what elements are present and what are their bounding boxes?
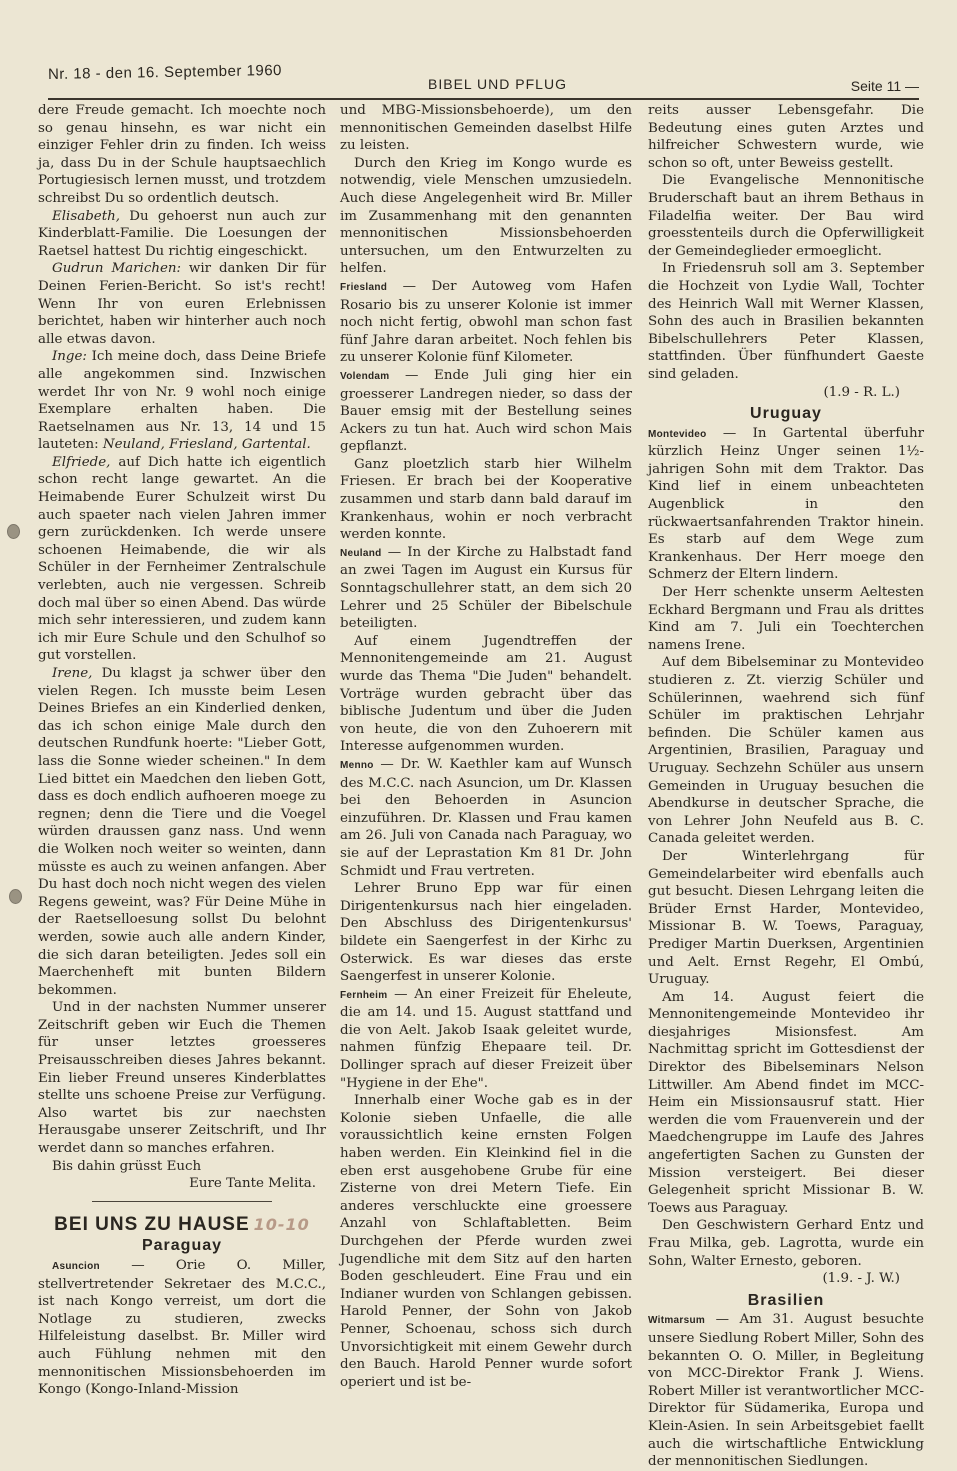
addressee: Elisabeth, <box>52 208 120 224</box>
paragraph-text: auf Dich hatte ich eigentlich schon recht lange gewartet. An die Heimabende Eurer Schulzeit wirst Du auch spaeter nach vielen Jahren immer gern zurückdenken. Ich werde unsere schoenen Heimabende, die wir als Schüler in der Fernheimer Zentralschule verlebten, auch nie vergessen. Schreib doch mal über so einen Abend. Das würde mich sehr interessieren, und zudem kann ich mir Eure Schule und den Schulhof so gut vorstellen. <box>38 454 326 664</box>
paragraph <box>340 278 632 367</box>
region-title: Brasilien <box>747 1291 825 1309</box>
paragraph-text: wir danken Dir für Deinen Ferien-Bericht. So ist's recht! Wenn Ihr von euren Erlebnissen berichtet, haben wir hinterher auch noch alle etwas davon. <box>38 261 326 347</box>
paragraph: Auf einem Jugendtreffen der Mennonitengemeinde am 21. August wurde das Thema "Die Juden" behandelt. Vorträge wurden gebracht über das biblische Judentum und über die Juden von heute, die von den Zuhoerern mit Interesse aufgenommen wurden. <box>340 633 632 755</box>
punch-hole <box>7 524 20 539</box>
paragraph <box>648 425 924 584</box>
region-title: Uruguay <box>750 405 822 423</box>
paragraph <box>340 544 632 633</box>
paragraph: dere Freude gemacht. Ich moechte noch so genau hinsehn, es war nicht ein einziger Fehler drin zu finden. Ich weiss ja, dass Du in der Schule hauptsaechlich Portugiesisch lernen musst, und trotzdem schreibst Du so ordentlich deutsch. <box>38 103 326 206</box>
paragraph-text: — An einer Freizeit für Eheleute, die am 14. und 15. August stattfand und die von Aelt. Jakob Isaak geleitet wurde, nahmen fünfzig Ehepaare teil. Dr. Dollinger sprach auf dieser Freizeit über "Hygiene in der Ehe". <box>340 986 632 1091</box>
section-title <box>38 1213 326 1235</box>
paragraph: Ganz ploetzlich starb hier Wilhelm Friesen. Er brach bei der Kooperative zusammen und starb dann bald darauf im Krankenhaus, wohin er noch verbracht werden konnte. <box>340 456 632 543</box>
paragraph: Und in der nachsten Nummer unserer Zeitschrift geben wir Euch die Themen für unser letztes groesseres Preisausschreiben dieses Jahres bekannt. Ein lieber Freund unseres Kinderblattes stellte uns schoene Preise zur Verfügung. Also wartet bis zur naechsten Herausgabe unserer Zeitschrift, und Ihr werdet dann so manches erfahren. <box>38 1000 326 1157</box>
paragraph <box>340 367 632 456</box>
punch-hole <box>9 889 22 904</box>
paragraph: Am 14. August feiert die Mennonitengemeinde Montevideo ihr diesjahriges Misionsfest. Am Nachmittag spricht im Gottesdienst der Direktor des Bibelseminars Nelson Littwiller. Am Abend findet im MCC-Heim ein Missionsausruf statt. Hier werden die vom Frauenverein und der Maedchengruppe im Laufe des Jahres angefertigten Sachen zu Gunsten der Mission versteigert. Bei dieser Gelegenheit spricht Missionar B. W. Toews aus Paraguay. <box>648 989 924 1216</box>
divider <box>92 1201 272 1202</box>
paragraph: Der Winterlehrgang für Gemeindelarbeiter wird ebenfalls auch gut besucht. Diesen Lehrgang leiten die Brüder Ernst Harder, Montevideo, Missionar B. W. Toews, Paraguay, Prediger Martin Duerksen, Argentinien und Aelt. Ernst Regehr, El Ombú, Uruguay. <box>648 848 924 988</box>
column-middle <box>340 102 632 1392</box>
place-name: Friesland <box>340 281 388 293</box>
paragraph: In Friedensruh soll am 3. September die Hochzeit von Lydie Wall, Tochter des Heinrich Wall mit Werner Klassen, Sohn des auch in Brasilien bekannten Bibelschullehrers Peter Klassen, stattfinden. Über fünfhundert Gaeste sind geladen. <box>648 261 924 382</box>
paragraph <box>38 260 326 348</box>
paragraph: Der Herr schenkte unserm Aeltesten Eckhard Bergmann und Frau als drittes Kind am 7. Juli ein Toechterchen namens Irene. <box>648 585 924 653</box>
paragraph: Durch den Krieg im Kongo wurde es notwendig, viele Menschen umzusiedeln. Auch diese Angelegenheit wird Br. Miller im Zusammenhang mit den genannten mennonitischen Missionsbehoerden untersuchen, um den Entwurzelten zu helfen. <box>340 155 632 277</box>
column-left <box>38 102 326 1398</box>
page-number: Seite 11 — <box>850 78 919 94</box>
paragraph: Den Geschwistern Gerhard Entz und Frau Milka, geb. Lagrotta, wurde ein Sohn, Walter Ernesto, geboren. <box>648 1218 924 1269</box>
paragraph: Die Evangelische Mennonitische Bruderschaft baut an ihrem Bethaus in Filadelfia weiter. Der Bau wird groesstenteils durch die Opferwilligkeit der Gemeindeglieder ermoeglicht. <box>648 173 924 259</box>
issue-date: Nr. 18 - den 16. September 1960 <box>47 61 283 83</box>
region-title: Paraguay <box>141 1237 223 1255</box>
paragraph: reits ausser Lebensgefahr. Die Bedeutung eines guten Arztes und hilfreicher Schwestern wurde, wie schon so oft, unter Beweiss gestellt. <box>648 103 924 171</box>
place-name: Witmarsum <box>648 1315 706 1327</box>
column-right <box>648 102 924 1470</box>
paragraph <box>38 665 326 999</box>
handwritten-note: 10-10 <box>253 1214 310 1234</box>
paragraph-text: Du klagst ja schwer über den vielen Regen. Ich musste beim Lesen Deines Briefes an ein Kinderlied denken, das ich schon einige Male durch den deutschen Rundfunk hoerte: "Lieber Gott, lass die Sonne wieder scheinen." In dem Lied bittet ein Maedchen den lieben Gott, dass es doch endlich aufhoeren moege zu regnen; denn die Tiere und die Voegel würden draussen ganz nass. Und wenn die Wolken noch weiter so weinten, dann müsste es auch zu weinen anfangen. Aber Du hast doch noch nicht wegen des vielen Regens geweint, was? Für Deine Mühe in der Raetselloesung sollst Du belohnt werden, sowie auch alle andern Kinder, die sich daran beteiligten. Jedes soll ein Maerchenheft mit bunten Bildern bekommen. <box>38 666 326 998</box>
author-credit: (1.9. - J. W.) <box>822 1271 900 1287</box>
section-title-text: BEI UNS ZU HAUSE <box>54 1213 250 1235</box>
paragraph <box>38 454 326 665</box>
paragraph: Innerhalb einer Woche gab es in der Kolonie sieben Unfaelle, die alle voraussichtlich keine ernsten Folgen haben werden. Ein Kleinkind fiel in die eben erst ausgehobene Grube für eine Zisterne von drei Metern Tiefe. Ein anderes verschluckte eine groessere Anzahl von Schlaftabletten. Beim Durchgehen der Pferde wurden zwei Jugendliche mit dem Sitz auf den harten Boden geschleudert. Eine Frau und ein Indianer wurden von Schlangen gebissen. Harold Penner, der Sohn von Jakob Penner, Schoenau, schoss sich durch Unvorsichtigkeit mit einem Gewehr durch den Bauch. Harold Penner wurde sofort operiert und ist be- <box>340 1093 632 1390</box>
place-name: Neuland <box>340 547 382 559</box>
paragraph <box>340 986 632 1093</box>
author-credit: (1.9 - R. L.) <box>823 384 900 400</box>
paragraph <box>38 208 326 261</box>
paragraph-text: — Der Autoweg vom Hafen Rosario bis zu unserer Kolonie ist immer noch nicht fertig, obwohl man schon fast fünf Jahre daran arbeitet. Noch fehlen bis zu unserer Kolonie fünf Kilometer. <box>340 278 632 366</box>
paragraph <box>38 1257 326 1399</box>
puzzle-answers: Neuland, Friesland, Gartental. <box>102 437 311 453</box>
paragraph-text: Ich meine doch, dass Deine Briefe alle angekommen sind. Inzwischen werdet Ihr von Nr. 9 wohl noch einige Exemplare erhalten haben. Die Raetselnamen aus Nr. 13, 14 und 15 lauteten: <box>38 349 326 453</box>
greeting: Bis dahin grüsst Euch <box>52 1158 202 1174</box>
publication-title: BIBEL UND PFLUG <box>428 76 567 92</box>
paragraph <box>340 756 632 880</box>
place-name: Menno <box>340 759 374 771</box>
paragraph-text: — Dr. W. Kaethler kam auf Wunsch des M.C.C. nach Asuncion, um Dr. Klassen bei den Behoerden in Asuncion einzuführen. Dr. Klassen und Frau kamen am 26. Juli von Canada nach Paraguay, wo sie auf der Leprastation Km 81 Dr. John Schmidt und Frau vertreten. <box>340 756 632 879</box>
addressee: Irene, <box>52 666 93 681</box>
paragraph: und MBG-Missionsbehoerde), um den mennonitischen Gemeinden daselbst Hilfe zu leisten. <box>340 103 632 154</box>
paragraph-text: Du gehoerst nun auch zur Kinderblatt-Familie. Die Loesungen der Raetsel hattest Du richtig eingeschickt. <box>38 208 326 259</box>
paragraph-text: — Am 31. August besuchte unsere Siedlung Robert Miller, Sohn des bekannten O. O. Miller, in Begleitung von MCC-Direktor Frank J. Wiens. Robert Miller ist verantwortlicher MCC-Direktor für Südamerika, Europa und Klein-Asien. In sein Arbeitsgebiet faellt auch die wirtschaftliche Entwicklung der mennonitischen Siedlungen. <box>648 1312 924 1470</box>
place-name: Volendam <box>340 370 390 382</box>
place-name: Montevideo <box>648 428 707 440</box>
paragraph <box>648 1311 924 1470</box>
signature: Eure Tante Melita. <box>189 1176 316 1192</box>
addressee: Gudrun Marichen: <box>52 261 182 277</box>
page-header <box>48 58 919 100</box>
paragraph-text: — In der Kirche zu Halbstadt fand an zwei Tagen im August ein Kursus für Sonntagschullehrer statt, an dem sich 20 Lehrer und 25 Schüler der Bibelschule beteiligten. <box>340 544 632 632</box>
paragraph-text: — Orie O. Miller, stellvertretender Sekretaer des M.C.C., ist nach Kongo verreist, um dort die Notlage zu studieren, zwecks Hilfeleistung daselbst. Br. Miller wird auch Fühlung nehmen mit den mennonitischen Missionsbehoerden im Kongo (Kongo-Inland-Mission <box>38 1258 326 1398</box>
place-name: Asuncion <box>52 1261 100 1272</box>
paragraph-text: — Ende Juli ging hier ein groesserer Landregen nieder, so dass der Bauer emsig mit der Bestellung seines Ackers zu tun hat. Auch wird schon Mais gepflanzt. <box>340 367 632 455</box>
place-name: Fernheim <box>340 989 388 1001</box>
addressee: Inge: <box>52 349 87 365</box>
paragraph-text: — In Gartental überfuhr kürzlich Heinz Unger seinen 1½-jahrigen Sohn mit dem Traktor. Das Kind lief in einem unbeachteten Augenblick in den rückwaertsanfahrenden Traktor hinein. Es starb auf dem Wege zum Krankenhaus. Der Herr moege den Schmerz der Eltern lindern. <box>648 425 924 583</box>
paragraph: Lehrer Bruno Epp war für einen Dirigentenkursus nach hier eingeladen. Den Abschluss des Dirigentenkursus' bildete ein Saengerfest in der Kirhc zu Osterwick. Es war dieses das erste Saengerfest in unserer Kolonie. <box>340 881 632 985</box>
paragraph <box>38 348 326 454</box>
paragraph: Auf dem Bibelseminar zu Montevideo studieren z. Zt. vierzig Schüler und Schülerinnen, waehrend sich fünf Schüler im praktischen Lehrjahr befinden. Die Schüler kamen aus Argentinien, Brasilien, Paraguay und Uruguay. Sechzehn Schüler aus unsern Gemeinden in Uruguay besuchen die Abendkurse in deutscher Sprache, die von Lehrer John Neufeld aus B. C. Canada geleitet werden. <box>648 655 924 847</box>
addressee: Elfriede, <box>52 454 111 470</box>
